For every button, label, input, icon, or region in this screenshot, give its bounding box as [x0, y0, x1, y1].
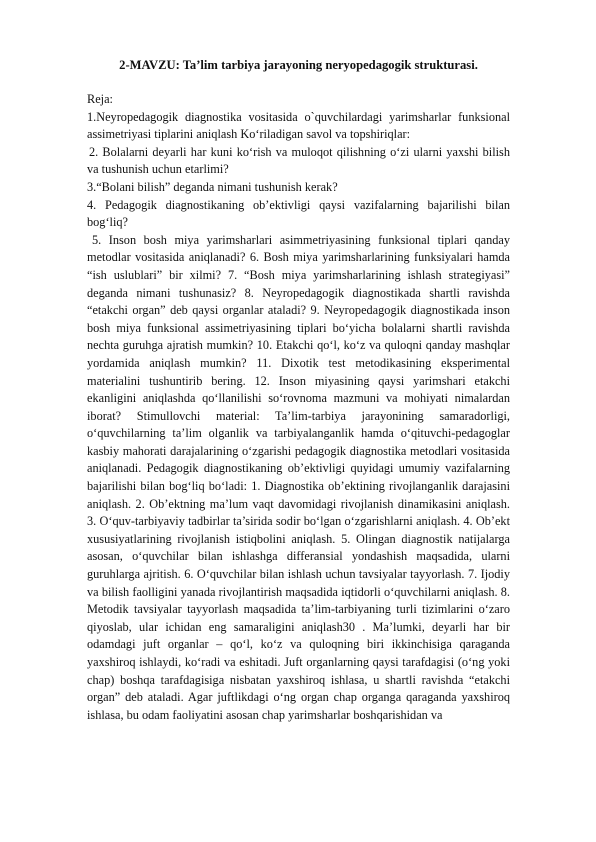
document-title: 2-MAVZU: Ta’lim tarbiya jarayoning neryopedagogik strukturasi.: [119, 58, 478, 72]
body-paragraph: 5. Inson bosh miya yarimsharlari asimmetriyasining funksional tiplari qanday metodlar vositasida aniqlanadi? 6. Bosh miya yarimsharlarining funksiyalari hamda “ish uslublari” bir xilmi? 7. “Bosh miya yarimsharlarining ishlash strategiyasi” deganda nimani tushunasiz? 8. Neyropedagogik diagnostikada shartli ravishda “etakchi organ” deb qaysi organlar ataladi? 9. Neyropedagogik diagnostikada inson bosh miya funksional assimetriyasining tiplari bo‘yicha bolalarni shartli ravishda nechta guruhga ajratish mumkin? 10. Etakchi qo‘l, ko‘z va quloqni qanday mashqlar yordamida aniqlash mumkin? 11. Dixotik test metodikasining eksperimental materialini tushuntirib bering. 12. Inson miyasining qaysi yarimshari etakchi ekanligini aniqlashda qo‘llanilishi so‘rovnoma mazmuni va mohiyati nimalardan iborat? Stimullovchi material: Ta’lim-tarbiya jarayonining samaradorligi, o‘quvchilarning ta’lim olganlik va tarbiyalanganlik hamda o‘qituvchi-pedagoglar kasbiy mahorati darajalarining o‘zgarishi pedagogik diagnostika metodlari vositasida aniqlanadi. Pedagogik diagnostikaning ob’ektivligi quyidagi umumiy vazifalarning bajarilishi bilan bog‘liq bo‘ladi: 1. Diagnostika ob’ektining rivojlanganlik darajasini aniqlash. 2. Ob’ektning ma’lum vaqt davomidagi rivojlanish dinamikasini aniqlash. 3. O‘quv-tarbiyaviy tadbirlar ta’sirida sodir bo‘lgan o‘zgarishlarni aniqlash. 4. Ob’ekt xususiyatlarining rivojlanish istiqbolini aniqlash. 5. Olingan diagnostik natijalarga asosan, o‘quvchilar bilan ishlashga differansial yondashish maqsadida, ularni guruhlarga ajritish. 6. O‘quvchilar bilan ishlash uchun tavsiyalar tayyorlash. 7. Ijodiy va bilish faolligini yanada rivojlantirish maqsadida iqtidorli o‘quvchilarni aniqlash. 8. Metodik tavsiyalar tayyorlash maqsadida ta’lim-tarbiyaning turli tizimlarini o‘zaro qiyoslab, ular ichidan eng samaraligini aniqlash30 . Ma’lumki, deyarli har bir odamdagi juft organlar – qo‘l, ko‘z va quloqning biri ikkinchisiga qaraganda yaxshiroq ishlaydi, ko‘radi va eshitadi. Juft organlarning qaysi tarafdagisi (o‘ng yoki chap) boshqa tarafdagisiga nisbatan yaxshiroq ishlasa, u shartli ravishda “etakchi organ” deb ataladi. Agar juftlikdagi o‘ng organ chap organga qaraganda yaxshiroq ishlasa, bu odam faoliyatini asosan chap yarimsharlar boshqarishidan va: [87, 232, 510, 722]
question-2: 2. Bolalarni deyarli har kuni ko‘rish va muloqot qilishning o‘zi ularni yaxshi bilish va tushunish uchun etarlimi?: [87, 144, 510, 177]
question-3: 3.“Bolani bilish” deganda nimani tushunish kerak?: [87, 179, 338, 194]
question-4: 4. Pedagogik diagnostikaning ob’ektivligi qaysi vazifalarning bajarilishi bilan bog‘liq?: [87, 197, 510, 230]
question-1: 1.Neyropedagogik diagnostika vositasida o`quvchilardagi yarimsharlar funksional assimetriyasi tiplarini aniqlash Ko‘riladigan savol va topshiriqlar:: [87, 109, 510, 142]
plan-heading: Reja:: [87, 92, 113, 106]
document-page: [87, 58, 510, 724]
